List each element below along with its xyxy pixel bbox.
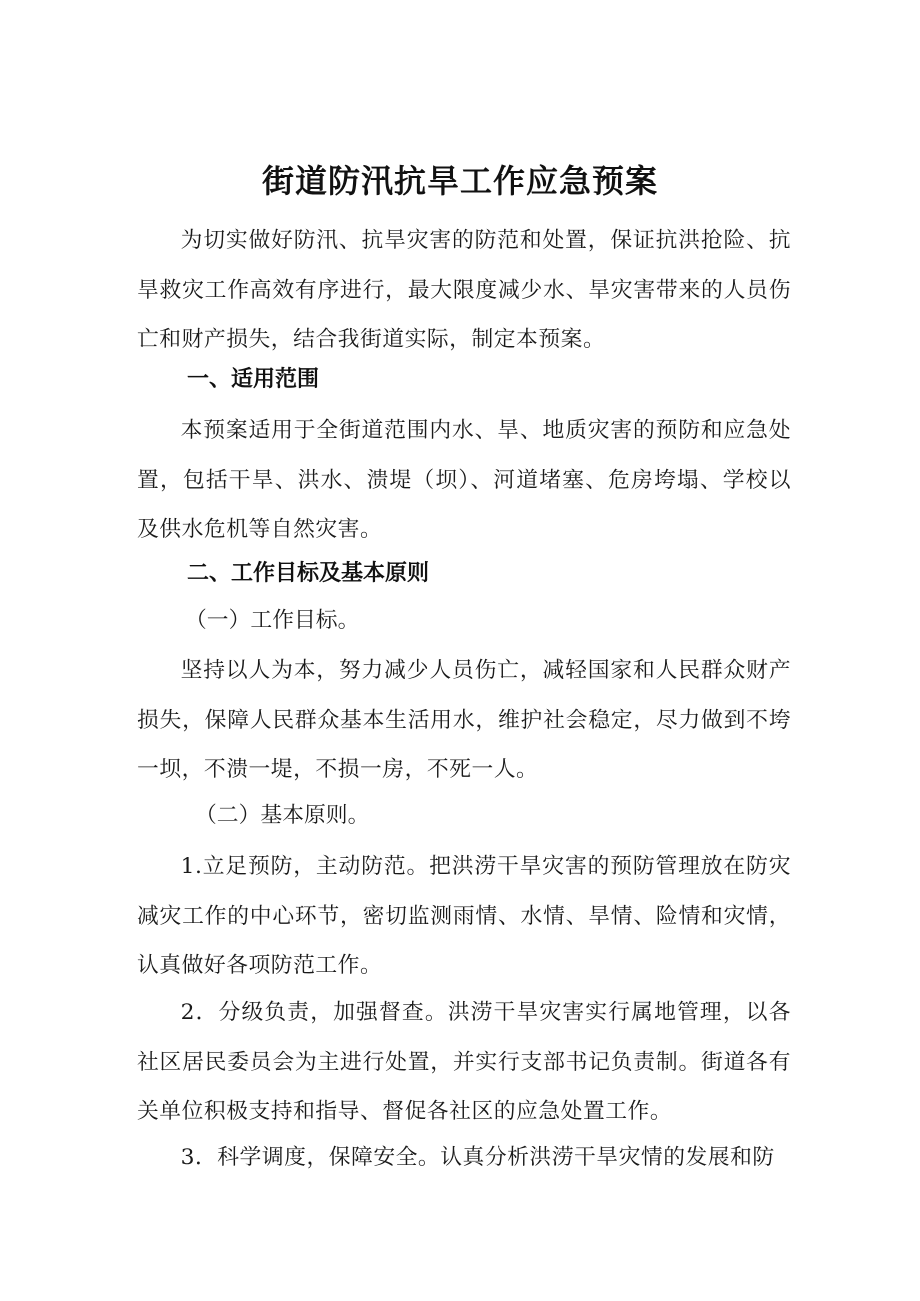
section-2-heading: 二、工作目标及基本原则 [187,561,430,586]
subsection-1-body: 坚持以人为本，努力减少人员伤亡，减轻国家和人民群众财产损失，保障人民群众基本生活用水，维护社会稳定，尽力做到不垮一坝，不溃一堤，不损一房，不死一人。 [137,658,791,782]
principle-3: 3．科学调度，保障安全。认真分析洪涝干旱灾情的发展和防 [180,1145,775,1170]
section-1-heading: 一、适用范围 [187,367,320,392]
document-title: 街道防汛抗旱工作应急预案 [261,162,658,201]
subsection-1-heading: （一）工作目标。 [185,608,360,633]
subsection-2-heading: （二）基本原则。 [195,803,370,828]
intro-paragraph: 为切实做好防汛、抗旱灾害的防范和处置，保证抗洪抢险、抗旱救灾工作高效有序进行，最大限度减少水、旱灾害带来的人员伤亡和财产损失，结合我街道实际，制定本预案。 [137,228,791,352]
section-1-body: 本预案适用于全街道范围内水、旱、地质灾害的预防和应急处置，包括干旱、洪水、溃堤（坝）、河道堵塞、危房垮塌、学校以及供水危机等自然灾害。 [137,418,791,542]
principle-1: 1.立足预防，主动防范。把洪涝干旱灾害的预防管理放在防灾减灾工作的中心环节，密切监测雨情、水情、旱情、险情和灾情，认真做好各项防范工作。 [137,854,791,978]
principle-2: 2．分级负责，加强督查。洪涝干旱灾害实行属地管理，以各社区居民委员会为主进行处置，并实行支部书记负责制。街道各有关单位积极支持和指导、督促各社区的应急处置工作。 [137,1000,791,1124]
